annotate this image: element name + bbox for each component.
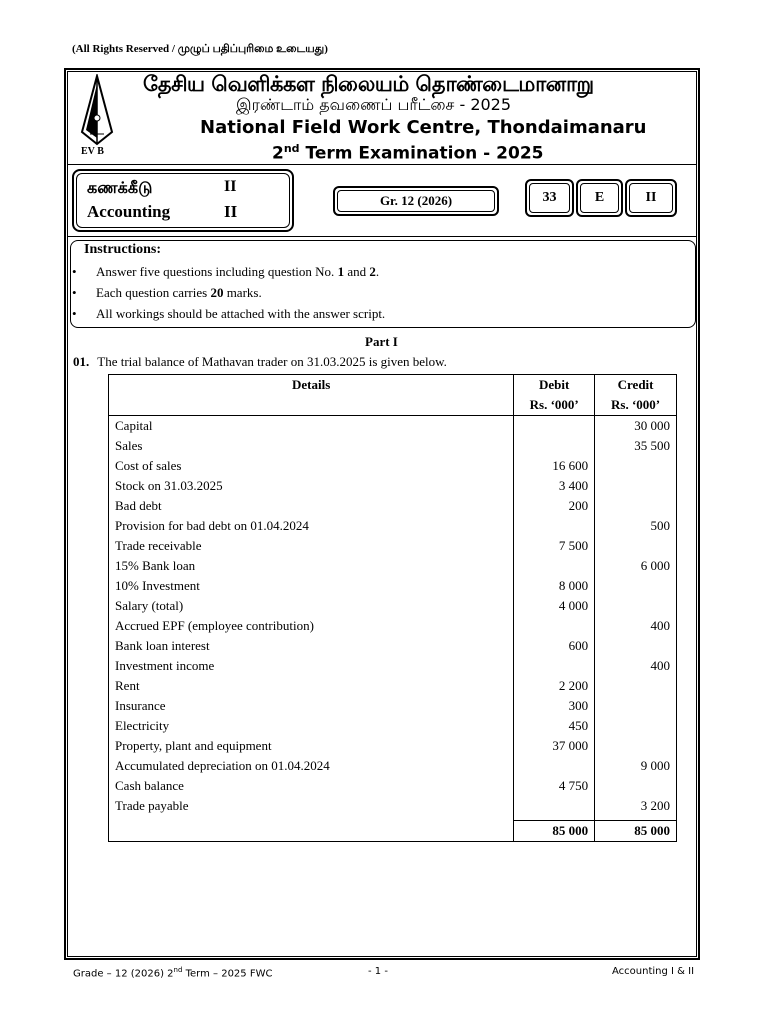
table-row [109,556,677,576]
table-row [109,476,677,496]
table-row [109,576,677,596]
row-details: Bank loan interest [109,636,514,656]
row-debit [514,436,595,456]
table-row [109,416,677,437]
bullet-icon: • [72,285,77,300]
instruction-item: Each question carries 20 marks. [96,285,262,300]
row-credit [595,696,677,716]
row-debit: 200 [514,496,595,516]
table-row [109,436,677,456]
row-credit: 400 [595,616,677,636]
row-details: Capital [109,416,514,437]
grade-label: Gr. 12 (2026) [379,193,453,208]
table-row [109,676,677,696]
row-debit: 600 [514,636,595,656]
table-row [109,756,677,776]
row-details: 15% Bank loan [109,556,514,576]
row-details: Accrued EPF (employee contribution) [109,616,514,636]
instruction-item: Answer five questions including question No. 1 and 2. [96,264,380,279]
row-details: Rent [109,676,514,696]
total-row [109,821,677,842]
institution-logo [78,74,116,154]
subject-paper-tamil: II [224,178,237,195]
row-debit: 37 000 [514,736,595,756]
row-credit [595,536,677,556]
row-debit [514,516,595,536]
row-details: Trade receivable [109,536,514,556]
row-credit [595,456,677,476]
footer-page-number: - 1 - [368,966,388,977]
title-tamil: தேசிய வெளிக்கள நிலையம் தொண்டைமானாறு [143,72,594,96]
paper-code: II [645,190,657,205]
table-row [109,516,677,536]
subject-tamil: கணக்கீடு [87,178,153,197]
table-row [109,596,677,616]
exam-title: 2nd Term Examination - 2025 [272,142,544,164]
row-credit: 400 [595,656,677,676]
row-credit [595,716,677,736]
table-row [109,616,677,636]
row-details: Cost of sales [109,456,514,476]
subject-code-box [525,179,574,217]
row-details: Bad debt [109,496,514,516]
subtitle-tamil: இரண்டாம் தவணைப் பரீட்சை - 2025 [236,95,512,114]
row-debit [514,656,595,676]
row-debit [514,416,595,437]
table-row [109,536,677,556]
trial-balance-table [108,374,677,842]
table-row [109,796,677,821]
row-credit: 3 200 [595,796,677,821]
question-number: 01. [73,354,90,369]
row-debit [514,756,595,776]
footer-left: Grade – 12 (2026) 2nd Term – 2025 FWC [73,966,273,980]
row-credit [595,676,677,696]
part-heading: Part I [365,334,398,349]
instructions-title: Instructions: [84,242,162,257]
row-debit: 3 400 [514,476,595,496]
centre-name: National Field Work Centre, Thondaimanaru [200,117,647,138]
row-details: Insurance [109,696,514,716]
subject-code: 33 [542,190,557,205]
row-credit [595,576,677,596]
row-credit [595,736,677,756]
table-row [109,656,677,676]
row-credit [595,636,677,656]
medium-code: E [594,190,605,205]
row-credit: 30 000 [595,416,677,437]
total-credit: 85 000 [595,821,677,842]
table-row [109,456,677,476]
logo-label: EV B [81,146,104,157]
row-credit: 9 000 [595,756,677,776]
grade-box [333,186,499,216]
header-debit: Debit Rs. ‘000’ [514,375,595,416]
row-debit: 8 000 [514,576,595,596]
subject-english: Accounting [87,202,171,221]
table-row [109,736,677,756]
row-credit: 6 000 [595,556,677,576]
row-credit: 35 500 [595,436,677,456]
instruction-item: All workings should be attached with the answer script. [96,306,386,321]
row-details: Stock on 31.03.2025 [109,476,514,496]
table-row [109,776,677,796]
row-details: Trade payable [109,796,514,821]
row-credit: 500 [595,516,677,536]
row-details: 10% Investment [109,576,514,596]
rights-notice: (All Rights Reserved / முழுப் பதிப்புரிமை உடையது) [72,43,328,55]
subject-divider [67,236,697,237]
subject-paper-english: II [224,202,238,221]
table-row [109,716,677,736]
footer-right: Accounting I & II [612,966,695,977]
bullet-icon: • [72,264,77,279]
row-credit [595,596,677,616]
row-credit [595,776,677,796]
row-debit: 300 [514,696,595,716]
header-details: Details [109,375,514,416]
row-details: Provision for bad debt on 01.04.2024 [109,516,514,536]
row-debit [514,556,595,576]
bullet-icon: • [72,306,77,321]
row-credit [595,496,677,516]
header-divider [67,164,697,165]
total-debit: 85 000 [514,821,595,842]
row-debit [514,616,595,636]
row-debit: 16 600 [514,456,595,476]
header-credit: Credit Rs. ‘000’ [595,375,677,416]
row-details: Electricity [109,716,514,736]
row-debit: 2 200 [514,676,595,696]
row-debit: 7 500 [514,536,595,556]
row-debit: 4 750 [514,776,595,796]
row-debit: 450 [514,716,595,736]
row-details: Salary (total) [109,596,514,616]
row-details: Property, plant and equipment [109,736,514,756]
row-details: Cash balance [109,776,514,796]
row-debit: 4 000 [514,596,595,616]
row-credit [595,476,677,496]
question-line [73,354,447,370]
question-text: The trial balance of Mathavan trader on 31.03.2025 is given below. [97,354,447,369]
row-details: Investment income [109,656,514,676]
row-debit [514,796,595,821]
row-details: Accumulated depreciation on 01.04.2024 [109,756,514,776]
row-details: Sales [109,436,514,456]
table-row [109,496,677,516]
table-row [109,636,677,656]
paper-code-box [625,179,677,217]
medium-code-box [576,179,623,217]
table-row [109,696,677,716]
table-header-row [109,375,677,416]
